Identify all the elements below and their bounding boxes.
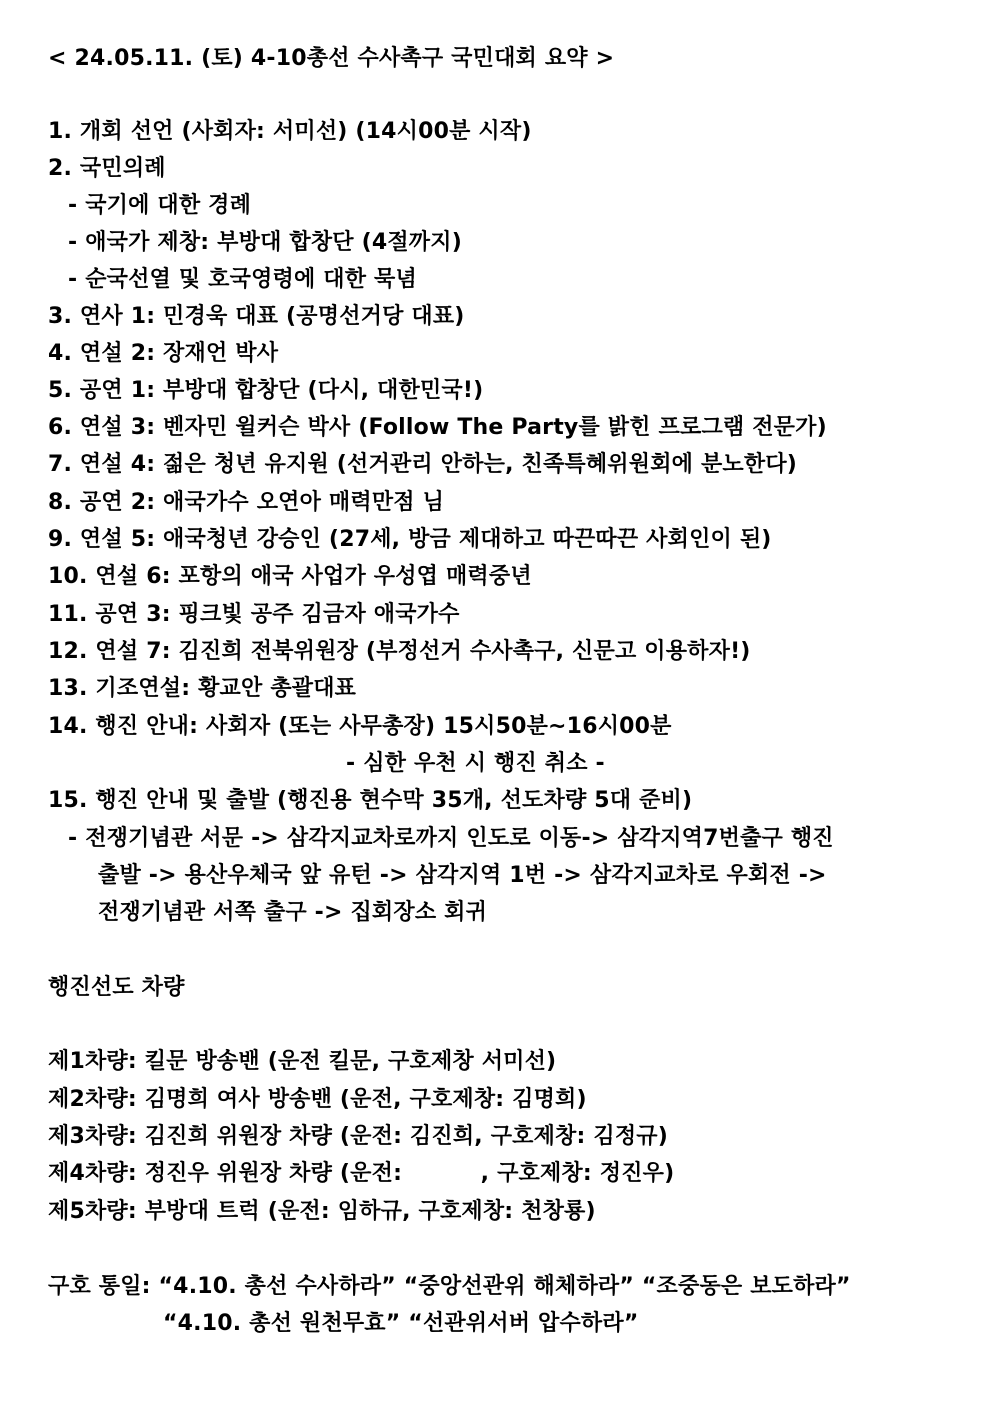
- program-item-11: 11. 공연 3: 핑크빛 공주 김금자 애국가수: [48, 602, 460, 627]
- program-item-6: 6. 연설 3: 벤자민 윌커슨 박사 (Follow The Party를 밝힌 프로그램 전문가): [48, 415, 827, 440]
- march-route-line-1: - 전쟁기념관 서문 -> 삼각지교차로까지 인도로 이동-> 삼각지역7번출구 행진: [68, 826, 834, 851]
- vehicle-3: 제3차량: 김진희 위원장 차량 (운전: 김진희, 구호제창: 김정규): [48, 1124, 668, 1149]
- program-item-1: 1. 개회 선언 (사회자: 서미선) (14시00분 시작): [48, 119, 532, 144]
- program-item-3: 3. 연사 1: 민경욱 대표 (공명선거당 대표): [48, 304, 465, 329]
- chant-line-1: 구호 통일: “4.10. 총선 수사하라” “중앙선관위 해체하라” “조중동은 보도하라”: [48, 1274, 851, 1299]
- program-subitem-anthem: - 애국가 제창: 부방대 합창단 (4절까지): [68, 230, 462, 255]
- program-item-13: 13. 기조연설: 황교안 총괄대표: [48, 676, 357, 701]
- chant-line-2: “4.10. 총선 원천무효” “선관위서버 압수하라”: [163, 1311, 639, 1336]
- march-route-line-2: 출발 -> 용산우체국 앞 유턴 -> 삼각지역 1번 -> 삼각지교차로 우회전 ->: [98, 863, 827, 888]
- program-item-12: 12. 연설 7: 김진희 전북위원장 (부정선거 수사촉구, 신문고 이용하자!): [48, 639, 751, 664]
- vehicle-4: 제4차량: 정진우 위원장 차량 (운전: , 구호제창: 정진우): [48, 1161, 675, 1186]
- program-subitem-silent-tribute: - 순국선열 및 호국영령에 대한 묵념: [68, 267, 417, 292]
- march-route-line-3: 전쟁기념관 서쪽 출구 -> 집회장소 회귀: [98, 900, 488, 925]
- program-item-14: 14. 행진 안내: 사회자 (또는 사무총장) 15시50분~16시00분: [48, 714, 672, 739]
- vehicle-5: 제5차량: 부방대 트럭 (운전: 임하규, 구호제창: 천창룡): [48, 1199, 596, 1224]
- vehicles-heading: 행진선도 차량: [48, 975, 185, 1000]
- program-item-15: 15. 행진 안내 및 출발 (행진용 현수막 35개, 선도차량 5대 준비): [48, 788, 693, 813]
- program-subitem-flag-salute: - 국기에 대한 경례: [68, 193, 252, 218]
- program-item-7: 7. 연설 4: 젊은 청년 유지원 (선거관리 안하는, 친족특혜위원회에 분노한다): [48, 452, 798, 477]
- program-item-8: 8. 공연 2: 애국가수 오연아 매력만점 님: [48, 490, 445, 515]
- rain-cancel-notice: - 심한 우천 시 행진 취소 -: [346, 751, 605, 776]
- program-item-4: 4. 연설 2: 장재언 박사: [48, 341, 279, 366]
- program-item-5: 5. 공연 1: 부방대 합창단 (다시, 대한민국!): [48, 378, 484, 403]
- vehicle-1: 제1차량: 킬문 방송밴 (운전 킬문, 구호제창 서미선): [48, 1049, 557, 1074]
- program-item-9: 9. 연설 5: 애국청년 강승인 (27세, 방금 제대하고 따끈따끈 사회인이 된): [48, 527, 772, 552]
- program-item-2: 2. 국민의례: [48, 156, 166, 181]
- document-title: < 24.05.11. (토) 4-10총선 수사촉구 국민대회 요약 >: [48, 46, 615, 71]
- vehicle-2: 제2차량: 김명희 여사 방송밴 (운전, 구호제창: 김명희): [48, 1087, 587, 1112]
- program-item-10: 10. 연설 6: 포항의 애국 사업가 우성엽 매력중년: [48, 564, 532, 589]
